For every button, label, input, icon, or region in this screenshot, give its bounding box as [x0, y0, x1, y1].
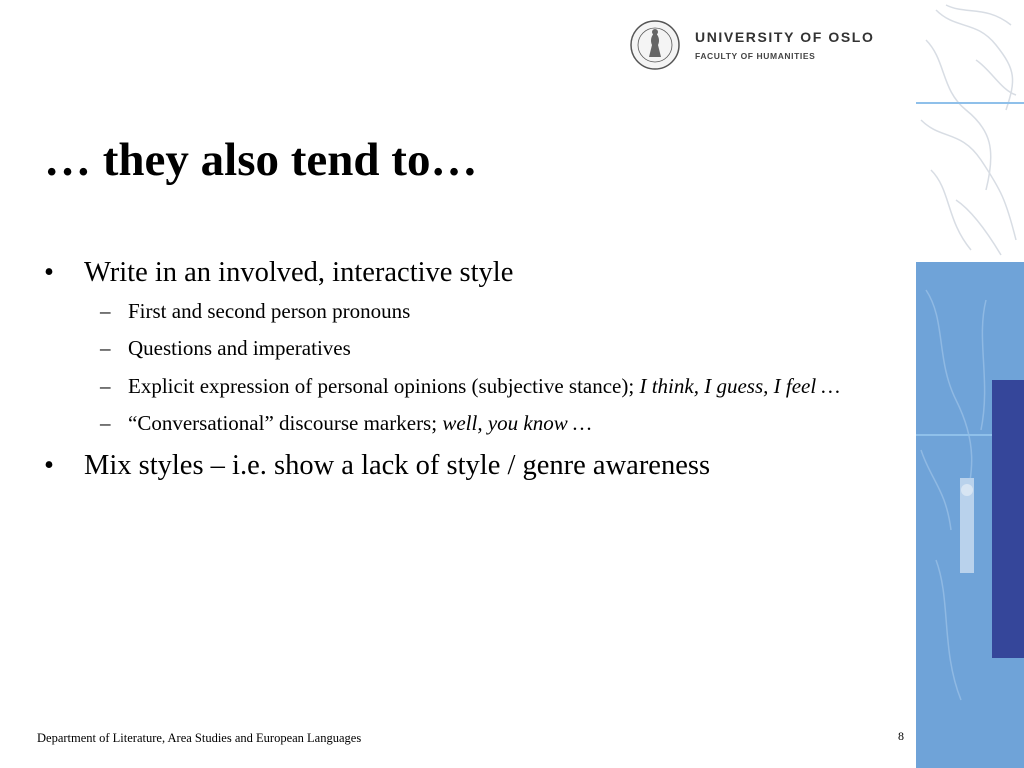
sub-bullet-text: First and second person pronouns [128, 299, 411, 324]
sub-bullet-body [128, 372, 868, 401]
bullet-text: Mix styles – i.e. show a lack of style / genre awareness [84, 449, 711, 481]
university-name: UNIVERSITY OF OSLO [695, 29, 875, 45]
bullet-text: Write in an involved, interactive style [84, 257, 514, 288]
sub-bullet-text: “Conversational” discourse markers; [128, 411, 443, 436]
university-seal-icon [629, 19, 681, 71]
sub-bullet-emphasis: well, you know … [442, 411, 592, 436]
page-number: 8 [898, 729, 904, 743]
slide-title: … they also tend to… [44, 134, 478, 186]
dash-icon: – [100, 373, 111, 398]
decorative-side-panel [916, 0, 1024, 768]
bullet-icon: • [44, 449, 54, 481]
university-logo [629, 18, 881, 72]
bullet-item [44, 254, 904, 291]
sub-bullet-text: Questions and imperatives [128, 336, 351, 361]
bullet-icon: • [44, 257, 54, 288]
sub-bullet-item [44, 372, 904, 401]
sub-bullet-item [44, 334, 904, 363]
dash-icon: – [100, 299, 111, 324]
sub-bullet-item [44, 409, 904, 438]
dash-icon: – [100, 411, 111, 436]
decorative-dark-block [992, 380, 1024, 658]
slide-body [44, 254, 904, 484]
footer-department: Department of Literature, Area Studies and European Languages [37, 731, 362, 745]
sub-bullet-text: Explicit expression of personal opinions (subjective stance); [128, 373, 640, 398]
bullet-item [44, 447, 904, 484]
sub-bullet-emphasis: I think, I guess, I feel … [639, 373, 841, 398]
sub-bullet-item [44, 297, 904, 326]
faculty-name: FACULTY OF HUMANITIES [695, 51, 816, 61]
dash-icon: – [100, 336, 111, 361]
